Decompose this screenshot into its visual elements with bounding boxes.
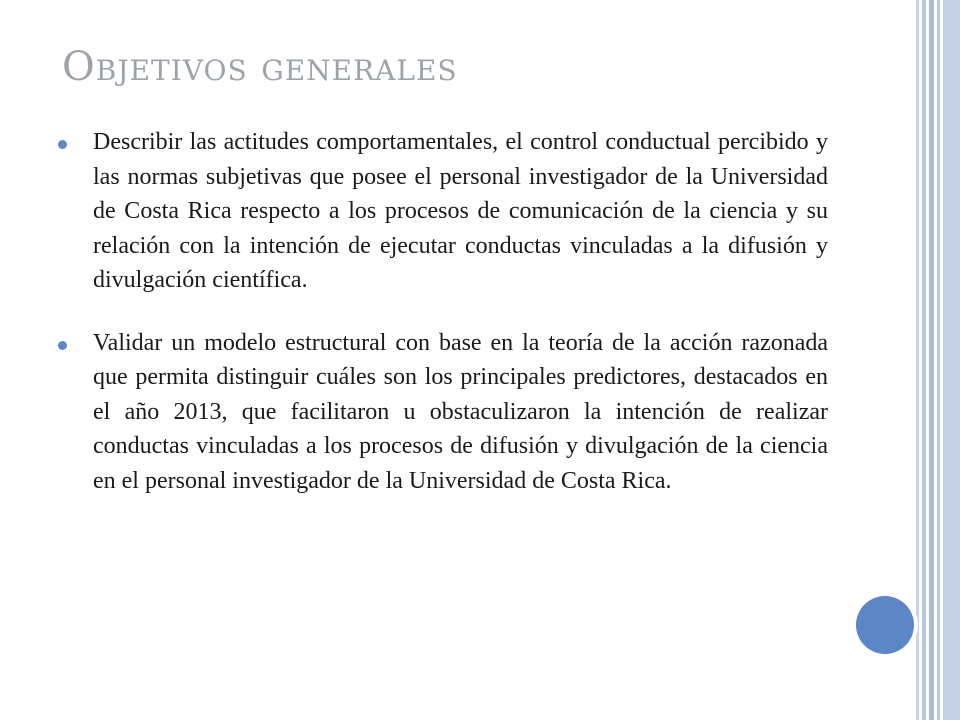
bullet-icon xyxy=(58,140,67,149)
edge-stripe xyxy=(916,0,919,720)
list-item xyxy=(58,326,828,499)
bullet-list xyxy=(58,125,828,526)
edge-stripes xyxy=(916,0,960,720)
list-item xyxy=(58,125,828,298)
circle-decoration-icon xyxy=(856,596,914,654)
list-item-text: Describir las actitudes comportamentales, el control conductual percibido y las normas subjetivas que posee el personal investigador de la Universidad de Costa Rica respecto a los procesos de comunicación de la ciencia y su relación con la intención de ejecutar conductas vinculadas a la difusión y divulgación científica. xyxy=(93,129,828,293)
edge-stripe xyxy=(943,0,960,720)
edge-stripe xyxy=(937,0,940,720)
edge-stripe xyxy=(922,0,926,720)
bullet-icon xyxy=(58,341,67,350)
slide-title: Objetivos generales xyxy=(62,44,458,90)
edge-stripe xyxy=(929,0,934,720)
list-item-text: Validar un modelo estructural con base en la teoría de la acción razonada que permita distinguir cuáles son los principales predictores, destacados en el año 2013, que facilitaron u obstaculizaron la intención de realizar conductas vinculadas a los procesos de difusión y divulgación de la ciencia en el personal investigador de la Universidad de Costa Rica. xyxy=(93,329,828,494)
